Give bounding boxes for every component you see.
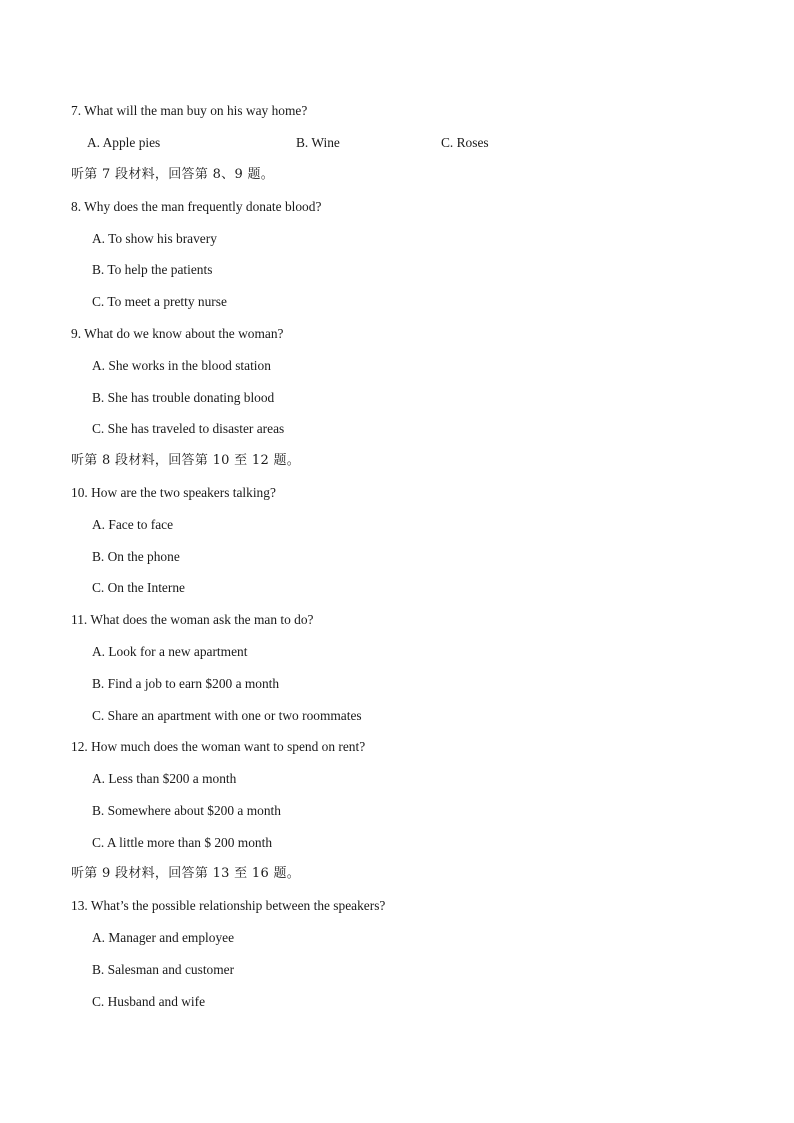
- q9-option-c: C. She has traveled to disaster areas: [92, 421, 285, 436]
- q10-option-b: B. On the phone: [92, 549, 180, 564]
- question-8: 8. Why does the man frequently donate blood?: [71, 199, 322, 214]
- q7-option-b: B. Wine: [296, 135, 340, 150]
- question-9: 9. What do we know about the woman?: [71, 326, 284, 341]
- q8-option-a: A. To show his bravery: [92, 231, 217, 246]
- q10-option-c: C. On the Interne: [92, 580, 185, 595]
- q11-option-c: C. Share an apartment with one or two roommates: [92, 708, 362, 723]
- q7-option-c: C. Roses: [441, 135, 489, 150]
- q7-option-a: A. Apple pies: [87, 135, 161, 150]
- q12-option-a: A. Less than $200 a month: [92, 771, 237, 786]
- q11-option-a: A. Look for a new apartment: [92, 644, 248, 659]
- section-9-instruction: 听第 9 段材料，回答第 13 至 16 题。: [71, 866, 301, 881]
- q9-option-b: B. She has trouble donating blood: [92, 390, 275, 405]
- section-8-instruction: 听第 8 段材料，回答第 10 至 12 题。: [71, 453, 301, 468]
- q13-option-b: B. Salesman and customer: [92, 962, 235, 977]
- question-7: 7. What will the man buy on his way home?: [71, 103, 308, 118]
- q13-option-a: A. Manager and employee: [92, 930, 235, 945]
- q8-option-b: B. To help the patients: [92, 262, 213, 277]
- q8-option-c: C. To meet a pretty nurse: [92, 294, 227, 309]
- question-11: 11. What does the woman ask the man to do?: [71, 612, 314, 627]
- q11-option-b: B. Find a job to earn $200 a month: [92, 676, 280, 691]
- q12-option-b: B. Somewhere about $200 a month: [92, 803, 281, 818]
- question-13: 13. What’s the possible relationship between the speakers?: [71, 898, 386, 913]
- section-7-instruction: 听第 7 段材料，回答第 8、9 题。: [71, 167, 275, 182]
- q13-option-c: C. Husband and wife: [92, 994, 206, 1009]
- question-12: 12. How much does the woman want to spend on rent?: [71, 739, 366, 754]
- q10-option-a: A. Face to face: [92, 517, 174, 532]
- question-10: 10. How are the two speakers talking?: [71, 485, 276, 500]
- q9-option-a: A. She works in the blood station: [92, 358, 271, 373]
- q12-option-c: C. A little more than $ 200 month: [92, 835, 273, 850]
